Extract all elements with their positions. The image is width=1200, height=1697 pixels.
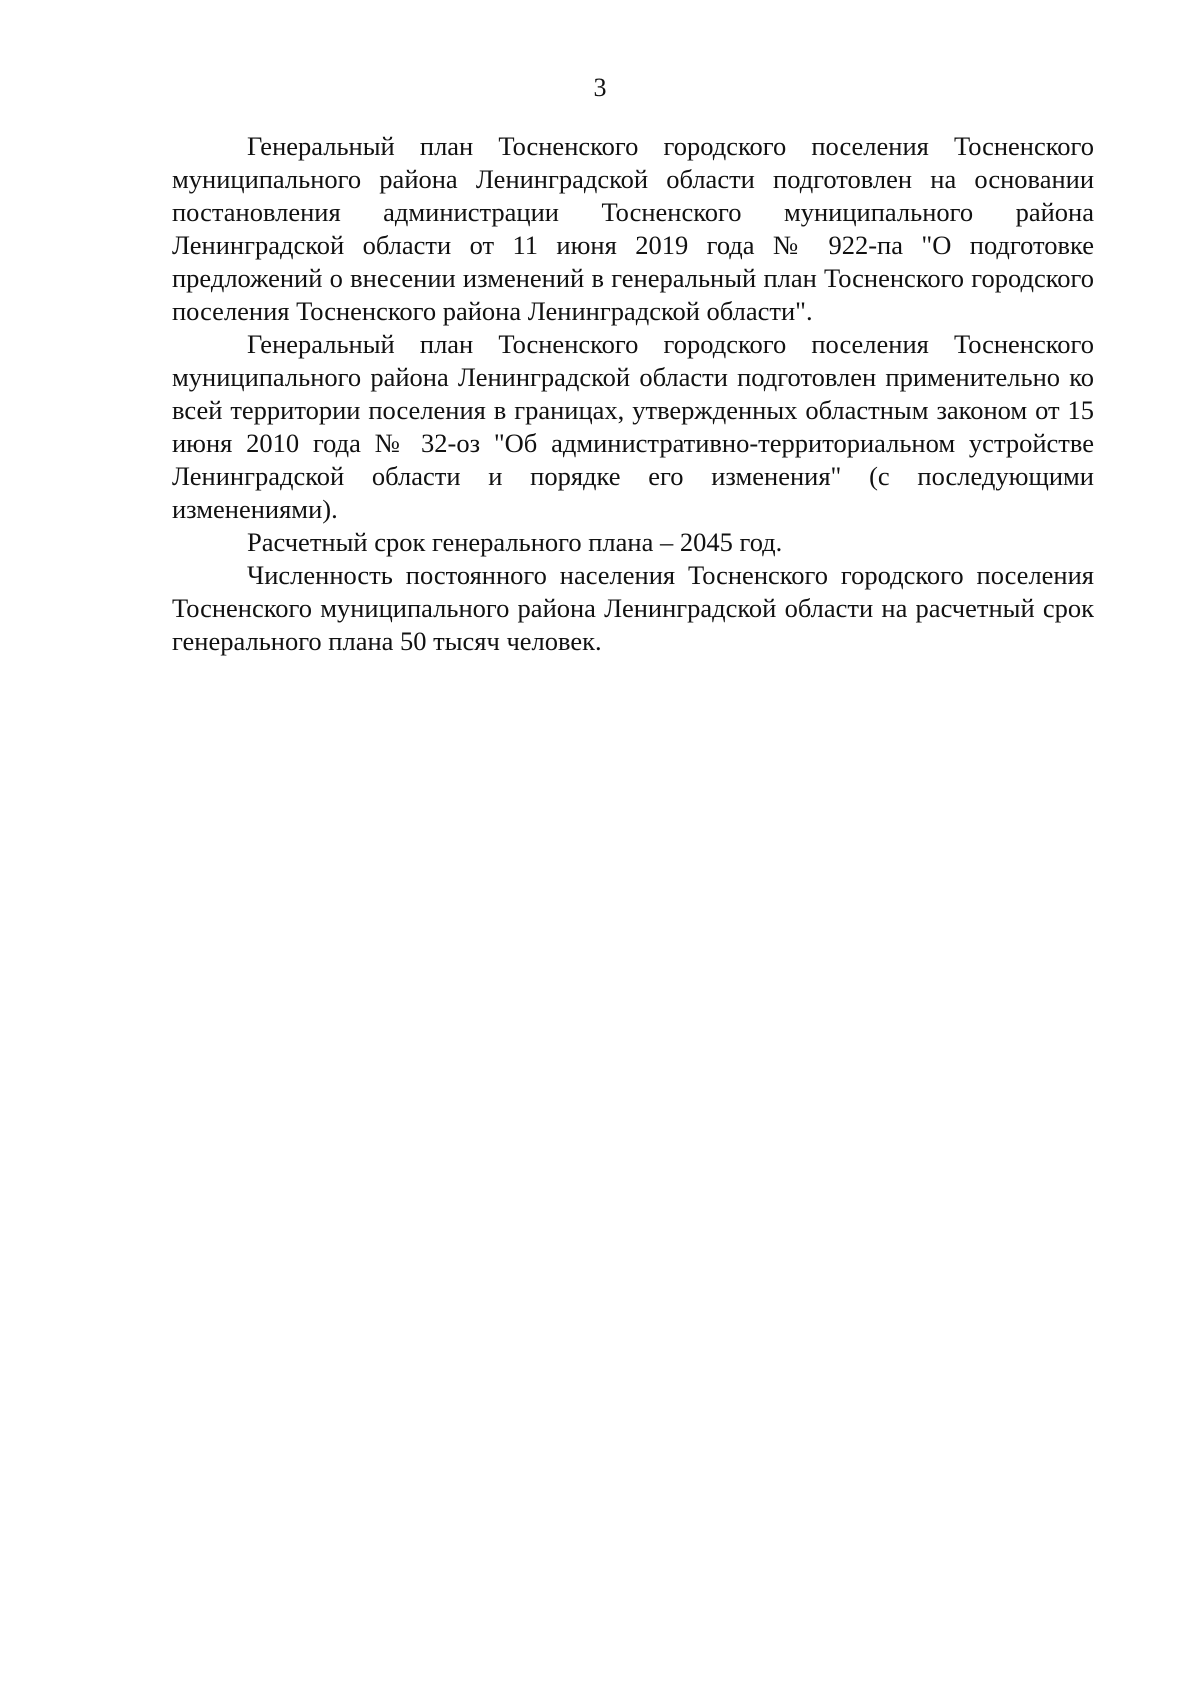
paragraph-population: Численность постоянного населения Тосненского городского поселения Тосненского муниципального района Ленинградской области на расчетный срок генерального плана 50 тысяч человек. [172, 560, 1094, 656]
paragraph-general-plan-basis: Генеральный план Тосненского городского поселения Тосненского муниципального района Ленинградской области подготовлен на основании постановления администрации Тосненского муниципального района Ленинградской области от 11 июня 2019 года № 922-па "О подготовке предложений о внесении изменений в генеральный план Тосненского городского поселения Тосненского района Ленинградской области". [172, 131, 1094, 326]
document-body [172, 130, 1094, 658]
page-number: 3 [593, 73, 607, 102]
paragraph-territory-scope: Генеральный план Тосненского городского поселения Тосненского муниципального района Ленинградской области подготовлен применительно ко всей территории поселения в границах, утвержденных областным законом от 15 июня 2010 года № 32-оз "Об административно-территориальном устройстве Ленинградской области и порядке его изменения" (с последующими изменениями). [172, 329, 1094, 524]
paragraph-planning-horizon: Расчетный срок генерального плана – 2045 год. [247, 527, 783, 557]
